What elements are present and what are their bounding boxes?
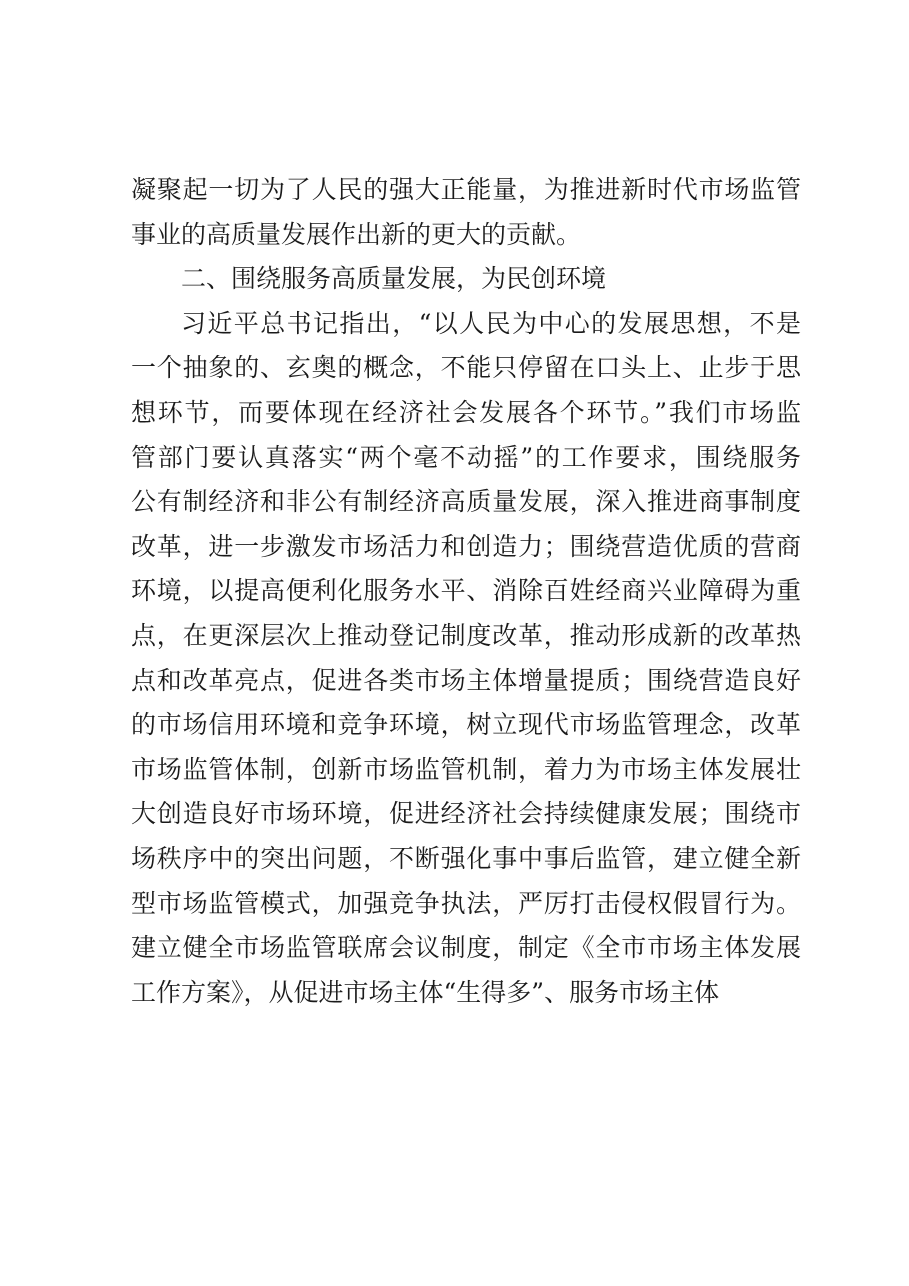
section-heading: 二、围绕服务高质量发展，为民创环境 [181, 264, 607, 294]
text-line: 凝聚起一切为了人民的强大正能量，为推进新时代市场监管 [131, 175, 801, 204]
text-line: 事业的高质量发展作出新的更大的贡献。 [131, 219, 582, 249]
text-line: 习近平总书记指出，“以人民为中心的发展思想，不是 [181, 308, 801, 338]
text-line: 公有制经济和非公有制经济高质量发展，深入推进商事制度 [131, 487, 801, 517]
body-text [131, 168, 801, 1015]
text-line: 工作方案》，从促进市场主体“生得多”、服务市场主体 [131, 977, 720, 1007]
text-line: 市场监管体制，创新市场监管机制，着力为市场主体发展壮 [131, 754, 801, 784]
text-line: 点，在更深层次上推动登记制度改革，推动形成新的改革热 [131, 620, 801, 650]
text-line: 环境，以提高便利化服务水平、消除百姓经商兴业障碍为重 [131, 576, 801, 606]
text-line: 一个抽象的、玄奥的概念，不能只停留在口头上、止步于思 [131, 353, 801, 383]
text-line: 的市场信用环境和竞争环境，树立现代市场监管理念，改革 [131, 710, 801, 740]
text-line: 想环节，而要体现在经济社会发展各个环节。”我们市场监 [131, 397, 801, 427]
text-line: 建立健全市场监管联席会议制度，制定《全市市场主体发展 [131, 933, 801, 963]
text-line: 场秩序中的突出问题，不断强化事中事后监管，建立健全新 [131, 843, 801, 873]
text-line: 大创造良好市场环境，促进经济社会持续健康发展；围绕市 [131, 799, 801, 829]
text-line: 点和改革亮点，促进各类市场主体增量提质；围绕营造良好 [131, 665, 801, 695]
text-line: 改革，进一步激发市场活力和创造力；围绕营造优质的营商 [131, 531, 801, 561]
text-line: 型市场监管模式，加强竞争执法，严厉打击侵权假冒行为。 [131, 888, 801, 918]
text-line: 管部门要认真落实“两个毫不动摇”的工作要求，围绕服务 [131, 442, 801, 472]
